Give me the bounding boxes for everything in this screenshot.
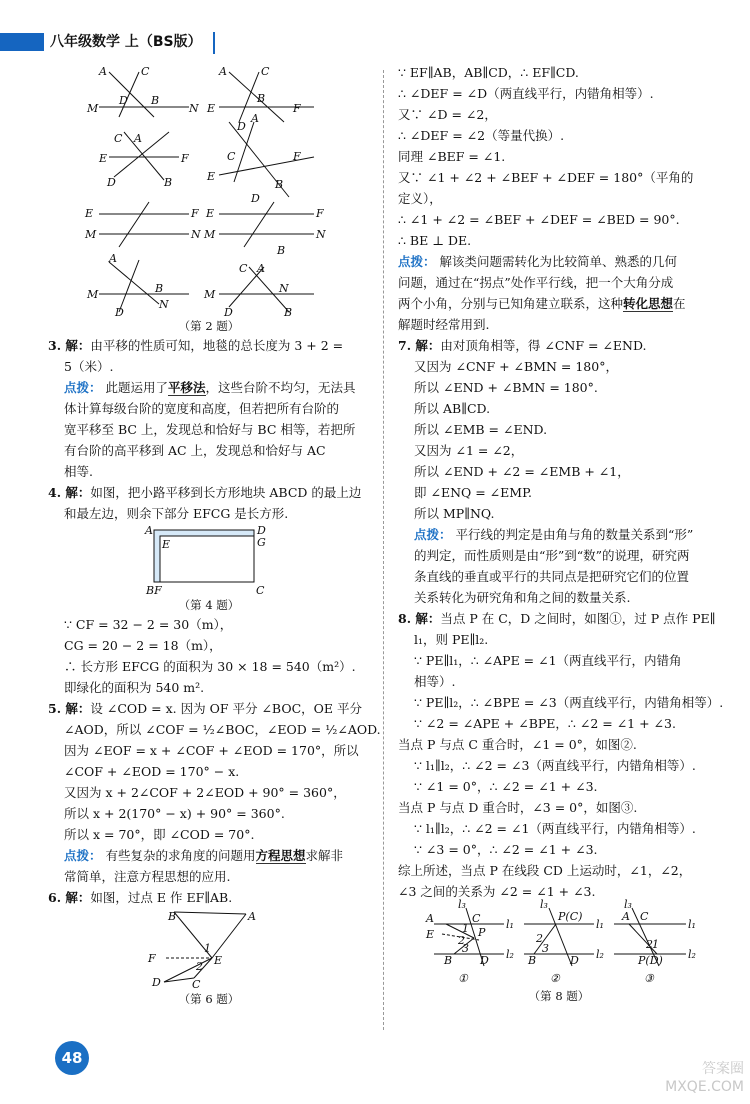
q8-text: 相等）. <box>414 674 456 689</box>
q5-text: 所以 x + 2(170° − x) + 90° = 360°. <box>64 806 285 821</box>
question-number: 6. 解： <box>48 890 91 905</box>
question-number: 3. 解： <box>48 338 91 353</box>
svg-text:F: F <box>316 207 324 220</box>
q6-proof: 又∵ ∠1 + ∠2 + ∠BEF + ∠DEF = 180°（平角的 <box>398 170 694 185</box>
svg-text:B: B <box>155 282 164 295</box>
q8-text: 当点 P 在 C，D 之间时，如图①，过 P 点作 PE∥ <box>440 611 716 626</box>
svg-text:M: M <box>85 228 97 241</box>
svg-text:D: D <box>480 954 489 967</box>
q7-text: 所以 ∠END + ∠2 = ∠EMB + ∠1， <box>414 464 630 479</box>
svg-text:B: B <box>275 178 284 191</box>
svg-text:l₃: l₃ <box>458 898 466 911</box>
figure-caption-q8: （第 8 题） <box>528 989 590 1003</box>
watermark <box>665 1060 744 1096</box>
q8-text: l₁，则 PE∥l₂. <box>414 632 489 647</box>
svg-text:2: 2 <box>196 960 203 973</box>
svg-text:A: A <box>219 65 227 78</box>
q8-text: ∵ PE∥l₂，∴ ∠BPE = ∠3（两直线平行，内错角相等）. <box>414 695 724 710</box>
header-accent-bar <box>0 33 44 51</box>
q5-text: ∠COF + ∠EOD = 170° − x. <box>64 764 240 779</box>
svg-text:B: B <box>257 92 266 105</box>
q7-text: 又因为 ∠CNF + ∠BMN = 180°， <box>414 359 618 374</box>
tip-text: 关系转化为研究角和角之间的数量关系. <box>414 590 631 605</box>
svg-text:l₂: l₂ <box>506 948 514 961</box>
svg-text:C: C <box>239 262 248 275</box>
svg-text:2: 2 <box>646 938 653 951</box>
svg-text:C: C <box>472 912 481 925</box>
q6-proof: ∴ ∠DEF = ∠2（等量代换）. <box>398 128 565 143</box>
q4-calc: ∵ CF = 32 − 2 = 30（m）， <box>64 617 233 632</box>
svg-text:B: B <box>277 244 286 257</box>
tip-text: 有些复杂的求角度的问题用 <box>105 848 256 863</box>
tip-emphasis: 转化思想 <box>623 296 674 311</box>
q8-text: ∵ ∠3 = 0°，∴ ∠2 = ∠1 + ∠3. <box>414 842 598 857</box>
q4-text: 和最左边，则余下部分 EFCG 是长方形. <box>64 506 289 521</box>
svg-text:M: M <box>204 228 216 241</box>
svg-text:E: E <box>426 928 435 941</box>
subfigure-label-2: ② <box>550 972 560 985</box>
tip-emphasis: 平移法 <box>168 380 206 395</box>
svg-text:B: B <box>528 954 537 967</box>
svg-text:D: D <box>224 306 233 319</box>
svg-text:E: E <box>85 207 94 220</box>
tip-text: 常简单，注意方程思想的应用. <box>64 869 231 884</box>
q8-text: ∵ PE∥l₁，∴ ∠APE = ∠1（两直线平行，内错角 <box>414 653 682 668</box>
q5-text: 又因为 x + 2∠COF + 2∠EOD + 90° = 360°， <box>64 785 346 800</box>
svg-text:M: M <box>204 288 216 301</box>
subfigure-label-1: ① <box>458 972 468 985</box>
svg-text:A: A <box>248 910 256 923</box>
svg-text:B: B <box>168 910 177 923</box>
q4-calc: 即绿化的面积为 540 m². <box>64 680 205 695</box>
svg-text:3: 3 <box>542 942 549 955</box>
svg-text:C: C <box>141 65 150 78</box>
svg-text:C: C <box>192 978 201 991</box>
q6-proof: ∴ BE ⊥ DE. <box>398 233 472 248</box>
q6-proof: 定义）， <box>398 191 442 206</box>
q8-text: ∵ ∠2 = ∠APE + ∠BPE，∴ ∠2 = ∠1 + ∠3. <box>414 716 676 731</box>
figure-q6 <box>144 908 274 990</box>
svg-text:F: F <box>181 152 189 165</box>
q8-text: ∵ l₁∥l₂，∴ ∠2 = ∠3（两直线平行，内错角相等）. <box>414 758 696 773</box>
q7-text: 所以 ∠EMB = ∠END. <box>414 422 548 437</box>
svg-text:3: 3 <box>462 942 469 955</box>
question-number: 5. 解： <box>48 701 91 716</box>
tip-label: 点拨： <box>64 380 102 395</box>
left-column <box>48 62 381 1008</box>
svg-text:B: B <box>164 176 173 189</box>
tip-text: 相等. <box>64 464 93 479</box>
question-number: 7. 解： <box>398 338 441 353</box>
svg-text:M: M <box>87 102 99 115</box>
tip-text: 解题时经常用到. <box>398 317 490 332</box>
q5-text: 设 ∠COD = x. 因为 OF 平分 ∠BOC，OE 平分 <box>90 701 362 716</box>
svg-text:D: D <box>237 120 246 133</box>
svg-text:E: E <box>99 152 108 165</box>
svg-text:l₃: l₃ <box>624 898 632 911</box>
svg-text:B: B <box>284 306 293 319</box>
svg-text:1: 1 <box>462 922 469 935</box>
svg-text:D: D <box>107 176 116 189</box>
q8-text: ∵ ∠1 = 0°，∴ ∠2 = ∠1 + ∠3. <box>414 779 598 794</box>
tip-text: ，这些台阶不均匀，无法具 <box>205 380 356 395</box>
tip-text: 在 <box>673 296 686 311</box>
q6-proof: ∴ ∠1 + ∠2 = ∠BEF + ∠DEF = ∠BED = 90°. <box>398 212 680 227</box>
q7-text: 即 ∠ENQ = ∠EMP. <box>414 485 532 500</box>
tip-text: 有台阶的高平移到 AC 上，发现总和恰好与 AC <box>64 443 326 458</box>
svg-text:E: E <box>162 538 171 551</box>
svg-text:E: E <box>207 102 216 115</box>
q7-text: 所以 ∠END + ∠BMN = 180°. <box>414 380 598 395</box>
svg-text:F: F <box>293 150 301 163</box>
svg-text:P(C): P(C) <box>558 910 583 923</box>
column-divider <box>383 70 384 1030</box>
page-number: 48 <box>55 1041 89 1075</box>
q8-text: ∠3 之间的关系为 ∠2 = ∠1 + ∠3. <box>398 884 596 899</box>
svg-text:A: A <box>257 262 265 275</box>
svg-text:N: N <box>189 102 199 115</box>
svg-text:l₁: l₁ <box>596 918 604 931</box>
svg-text:F: F <box>293 102 301 115</box>
tip-text: 两个小角，分别与已知角建立联系，这种 <box>398 296 624 311</box>
q7-text: 所以 MP∥NQ. <box>414 506 495 521</box>
header-rule <box>213 32 215 54</box>
q8-text: 当点 P 与点 D 重合时，∠3 = 0°，如图③. <box>398 800 638 815</box>
tip-text: 解该类问题需转化为比较简单、熟悉的几何 <box>439 254 678 269</box>
q5-text: 所以 x = 70°，即 ∠COD = 70°. <box>64 827 255 842</box>
figure-q2 <box>79 62 339 317</box>
svg-text:B: B <box>151 94 160 107</box>
q6-proof: ∴ ∠DEF = ∠D（两直线平行，内错角相等）. <box>398 86 654 101</box>
figure-caption-q4: （第 4 题） <box>178 598 240 612</box>
subfigure-label-3: ③ <box>644 972 654 985</box>
svg-text:C: C <box>114 132 123 145</box>
figure-caption-q6: （第 6 题） <box>178 992 240 1006</box>
question-number: 4. 解： <box>48 485 91 500</box>
tip-text: 此题运用了 <box>105 380 169 395</box>
svg-text:C: C <box>261 65 270 78</box>
q7-text: 由对顶角相等，得 ∠CNF = ∠END. <box>440 338 647 353</box>
svg-text:1: 1 <box>652 938 659 951</box>
svg-text:N: N <box>316 228 326 241</box>
q8-text: ∵ l₁∥l₂，∴ ∠2 = ∠1（两直线平行，内错角相等）. <box>414 821 696 836</box>
right-column <box>398 62 724 1005</box>
svg-text:1: 1 <box>204 942 211 955</box>
svg-text:D: D <box>115 306 124 319</box>
svg-text:C: C <box>256 584 265 597</box>
figure-q8 <box>424 898 696 987</box>
svg-text:A: A <box>134 132 142 145</box>
svg-text:2: 2 <box>458 934 465 947</box>
tip-label: 点拨： <box>64 848 102 863</box>
q5-text: 因为 ∠EOF = x + ∠COF + ∠EOD = 170°，所以 <box>64 743 359 758</box>
svg-text:D: D <box>251 192 260 205</box>
tip-text: 问题，通过在“拐点”处作平行线，把一个大角分成 <box>398 275 674 290</box>
svg-text:M: M <box>87 288 99 301</box>
svg-text:F: F <box>191 207 199 220</box>
svg-text:D: D <box>257 524 266 537</box>
svg-text:A: A <box>622 910 630 923</box>
figure-q4 <box>144 524 274 596</box>
svg-text:D: D <box>570 954 579 967</box>
q7-text: 又因为 ∠1 = ∠2， <box>414 443 524 458</box>
tip-label: 点拨： <box>398 254 436 269</box>
tip-label: 点拨： <box>414 527 452 542</box>
q8-text: 当点 P 与点 C 重合时，∠1 = 0°，如图②. <box>398 737 637 752</box>
svg-text:E: E <box>207 170 216 183</box>
tip-text: 平行线的判定是由角与角的数量关系到“形” <box>455 527 694 542</box>
svg-text:C: C <box>227 150 236 163</box>
svg-text:BF: BF <box>146 584 162 597</box>
tip-text: 条直线的垂直或平行的共同点是把研究它们的位置 <box>414 569 690 584</box>
page-header-title: 八年级数学 上（BS版） <box>50 34 202 50</box>
tip-text: 宽平移至 BC 上，发现总和恰好与 BC 相等，若把所 <box>64 422 356 437</box>
q4-text: 如图，把小路平移到长方形地块 ABCD 的最上边 <box>90 485 362 500</box>
q6-proof: 同理 ∠BEF = ∠1. <box>398 149 506 164</box>
question-number: 8. 解： <box>398 611 441 626</box>
svg-text:D: D <box>119 94 128 107</box>
svg-text:2: 2 <box>536 932 543 945</box>
svg-text:N: N <box>191 228 201 241</box>
tip-text: 求解非 <box>305 848 344 863</box>
q3-text: 5（米）. <box>64 359 114 374</box>
svg-text:E: E <box>206 207 215 220</box>
svg-text:N: N <box>159 298 169 311</box>
svg-text:P: P <box>478 926 486 939</box>
q4-calc: ∴ 长方形 EFCG 的面积为 30 × 18 = 540（m²）. <box>64 659 356 674</box>
q6-proof: ∵ EF∥AB，AB∥CD，∴ EF∥CD. <box>398 65 579 80</box>
svg-text:l₂: l₂ <box>688 948 696 961</box>
svg-text:A: A <box>426 912 434 925</box>
tip-text: 的判定，而性质则是由“形”到“数”的说理，研究两 <box>414 548 690 563</box>
svg-text:P(D): P(D) <box>638 954 663 967</box>
svg-text:D: D <box>152 976 161 989</box>
tip-emphasis: 方程思想 <box>255 848 306 863</box>
svg-text:G: G <box>257 536 266 549</box>
svg-text:A: A <box>99 65 107 78</box>
figure-caption-q2: （第 2 题） <box>178 319 240 333</box>
svg-text:E: E <box>214 954 223 967</box>
svg-text:C: C <box>640 910 649 923</box>
q3-text: 由平移的性质可知，地毯的总长度为 3 + 2 = <box>90 338 344 353</box>
svg-text:F: F <box>148 952 156 965</box>
svg-text:l₁: l₁ <box>506 918 514 931</box>
q4-calc: CG = 20 − 2 = 18（m）， <box>64 638 222 653</box>
svg-text:A: A <box>145 524 153 537</box>
tip-text: 体计算每级台阶的宽度和高度，但若把所有台阶的 <box>64 401 340 416</box>
q6-proof: 又∵ ∠D = ∠2， <box>398 107 497 122</box>
q5-text: ∠AOD，所以 ∠COF = ½∠BOC，∠EOD = ½∠AOD. <box>64 722 381 737</box>
svg-text:A: A <box>109 252 117 265</box>
q8-text: 综上所述，当点 P 在线段 CD 上运动时，∠1，∠2， <box>398 863 692 878</box>
svg-text:l₂: l₂ <box>596 948 604 961</box>
watermark-brand: 答案圈 <box>702 1061 744 1077</box>
svg-text:l₁: l₁ <box>688 918 696 931</box>
svg-text:l₃: l₃ <box>540 898 548 911</box>
watermark-url: MXQE.COM <box>665 1079 744 1095</box>
q6-text: 如图，过点 E 作 EF∥AB. <box>90 890 233 905</box>
svg-text:N: N <box>279 282 289 295</box>
svg-text:A: A <box>251 112 259 125</box>
svg-text:B: B <box>444 954 453 967</box>
q7-text: 所以 AB∥CD. <box>414 401 491 416</box>
